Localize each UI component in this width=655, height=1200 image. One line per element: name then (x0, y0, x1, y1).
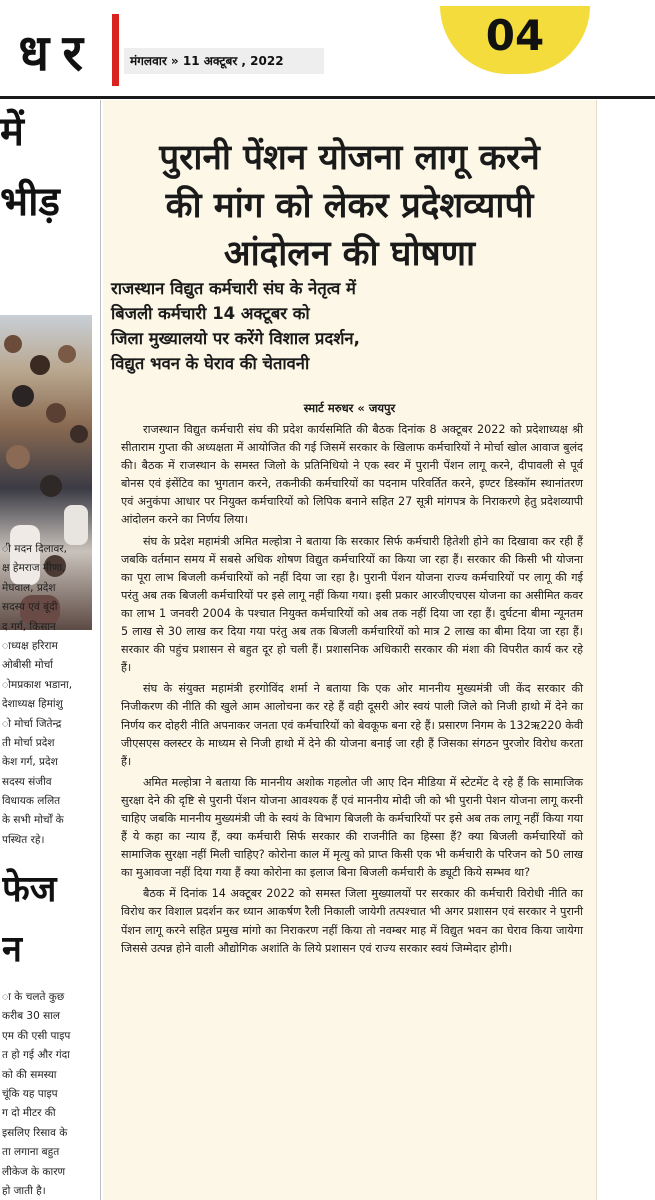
body-paragraph: अमित मल्होत्रा ने बताया कि माननीय अशोक गहलोत जी आए दिन मीडिया में स्टेटमेंट दे रहे हैं कि सामाजिक सुरक्षा देने की दृष्टि से पुरानी पेंशन योजना आवश्यक हैं एवं माननीय मोदी जी को भी पुरानी पेशन योजना लागू करनी चाहिए जबकि माननीय मुख्यमंत्री जी के स्वयं के विभाग बिजली के कर्मचारियों पर इसे अब तक लागू नहीं किया गया हैं ये कहा का न्याय हैं, क्या कर्मचारी सिर्फ सरकार की राजनीति का हिस्सा हैं? क्या बिजली कर्मचारियों को सामाजिक सुरक्षा नहीं मिली चाहिए? कोरोना काल में मृत्यु को प्राप्त किसी एक भी कर्मचारी के परिजन को 50 लाख का मुआवजा नहीं दिया गया हैं क्या कोरोना का इलाज बिना बिजली कर्मचारी के ड्यूटी किये सम्भव था? (121, 775, 583, 880)
article-body (121, 421, 583, 961)
body-paragraph: राजस्थान विद्युत कर्मचारी संघ की प्रदेश कार्यसमिति की बैठक दिनांक 8 अक्टूबर 2022 को प्रदेशाध्यक्ष श्री सीताराम गुप्ता की अध्यक्षता में आयोजित की गई जिसमें सरकार के खिलाफ कर्मचारियों ने मोर्चा खोल आवाज बुलंद की। बैठक में राजस्थान के समस्त जिलो के प्रतिनिधियो ने एक स्वर में पुरानी पेंशन लागू करने, दीपावली से पूर्व बोनस एवं इंसेंटिव का भुगतान करने, तकनीकी कर्मचारियों का पदनाम परिवर्तित करने, इण्टर डिस्कॉम स्थानांतरण एवं अनुकंपा आधार पर नियुक्त कर्मचारियों को लिपिक बनाने सहित 27 सूत्री मांगपत्र के निराकरणे हेतु प्रदेशव्यापी आंदोलन करने का निर्णय लिया। (121, 423, 583, 527)
neighbouring-text-line: चूंकि यह पाइप (2, 1087, 58, 1100)
neighbouring-text-line: केश गर्ग, प्रदेश (2, 756, 58, 769)
neighbouring-subhead-line: न (2, 929, 22, 970)
neighbouring-text-line: विधायक ललित (2, 795, 61, 808)
neighbouring-subhead-line: फेज (2, 869, 57, 910)
neighbouring-text-block-lower (2, 988, 94, 1200)
neighbouring-text-line: के सभी मोर्चों के (2, 814, 64, 827)
neighbouring-text-line: देशाध्यक्ष हिमांशु (2, 698, 63, 711)
neighbouring-text-line: ाध्यक्ष हरिराम (2, 639, 58, 652)
neighbouring-text-line: त हो गई और गंदा (2, 1049, 70, 1062)
neighbouring-text-line: सदस्य एवं बूंदी (2, 601, 58, 614)
article-byline: स्मार्ट मरुधर « जयपुर (303, 401, 396, 415)
page-edge-rule (596, 100, 597, 1200)
column-divider (100, 100, 101, 1200)
newspaper-brand-fragment: ध र (18, 24, 81, 82)
neighbouring-text-line: को की समस्या (2, 1068, 57, 1081)
neighbouring-text-line: ा के चलते कुछ (2, 991, 65, 1003)
body-paragraph: संघ के संयुक्त महामंत्री हरगोविंद शर्मा ने बताया कि एक ओर माननीय मुख्यमंत्री जी केंद सरकार की निजीकरण की नीति की खुले आम आलोचना कर रहे हैं वही दूसरी ओर स्वयं पाली जिले को निजी हाथो में देने का निर्णय कर दोहरी नीति अपनाकर जनता एवं कर्मचारियों को बेवकूफ बना रहे हैं। प्रसारण निगम के 132ऋ220 केवी जीएसएस क्लस्टर के माध्यम से निजी हाथो में देने की योजना बनाई जा रही हैं जिसका संगठन पुरजोर विरोध करता हैं। (121, 682, 583, 768)
neighbouring-text-line: पस्थित रहे। (2, 833, 45, 846)
headline-line: आंदोलन की घोषणा (223, 234, 476, 274)
page-number: 04 (485, 11, 545, 60)
main-article (103, 100, 596, 1200)
neighbouring-text-line: क्ष हेमराज मीणा, (2, 562, 66, 575)
neighbouring-text-line: सदस्य संजीव (2, 775, 52, 788)
neighbouring-text-line: लीकेज के कारण (2, 1165, 66, 1178)
neighbouring-text-line: इसलिए रिसाव के (2, 1126, 68, 1139)
neighbouring-headline-line: भीड़ (0, 179, 60, 225)
masthead-divider (0, 96, 655, 99)
neighbouring-text-line: ता लगाना बहुत (2, 1146, 60, 1159)
article-headline (103, 134, 596, 278)
neighbouring-headline-line: में (0, 109, 24, 155)
subheadline-line: बिजली कर्मचारी 14 अक्टूबर को (111, 304, 310, 323)
masthead (0, 0, 655, 100)
neighbouring-text-line: ी मदन दिलावर, (2, 543, 67, 555)
brand-accent-rule (112, 14, 119, 86)
neighbouring-text-line: ओबीसी मोर्चा (2, 659, 53, 672)
neighbouring-text-line: मेघवाल, प्रदेश (2, 581, 56, 594)
headline-line: पुरानी पेंशन योजना लागू करने (159, 138, 540, 178)
page-margin (596, 100, 655, 1200)
neighbouring-text-line: ती मोर्चा प्रदेश (2, 736, 55, 749)
subheadline-line: राजस्थान विद्युत कर्मचारी संघ के नेतृत्व में (111, 279, 356, 298)
neighbouring-article (0, 100, 97, 1200)
body-paragraph: संघ के प्रदेश महामंत्री अमित मल्होत्रा ने बताया कि सरकार सिर्फ कर्मचारी हितेशी होने का दिखावा कर रही हैं जबकि वर्तमान समय में सबसे अधिक शोषण विद्युत कर्मचारियों का किया जा रहा हैं। सरकार की किसी भी योजना का पूरा लाभ बिजली कर्मचारियों को नहीं दिया जा रहा है। पुरानी पेंशन योजना राज्य कर्मचारियों पर लागू की गई परंतु अब तक बिजली कर्मचारियों पर इसे लागू नहीं किया गया। इसी प्रकार आरजीएचएस योजना का असीमित कवर का लाभ 1 जनवरी 2004 के पश्चात नियुक्त कर्मचारियों को अब तक नहीं दिया जा रहा हैं। दुर्घटना बीमा न्यूनतम 5 लाख से 30 लाख कर दिया गया परंतु अब तक बिजली कर्मचारियों को मात्र 2 लाख का बीमा दिया जा रहा हैं। सरकार की पहुंच प्रशासन से बहुत दूर हो चली हैं। प्रशासनिक अधिकारी सरकार की मंशा की विपरीत कार्य कर रहे हैं। (121, 534, 583, 675)
neighbouring-text-line: एम की एसी पाइप (2, 1029, 71, 1042)
article-subheadline (111, 276, 596, 376)
neighbouring-text-line: करीब 30 साल (2, 1010, 61, 1023)
dateline: मंगलवार » 11 अक्टूबर , 2022 (124, 48, 324, 74)
subheadline-line: जिला मुख्यालयो पर करेंगे विशाल प्रदर्शन, (111, 329, 360, 348)
neighbouring-text-line: ो मोर्चा जितेन्द्र (2, 717, 62, 730)
body-paragraph: बैठक में दिनांक 14 अक्टूबर 2022 को समस्त जिला मुख्यालयों पर सरकार की कर्मचारी विरोधी नीति का विरोध कर विशाल प्रदर्शन कर ध्यान आकर्षण रैली निकाली जायेगी तत्पश्चात भी अगर प्रशासन एवं सरकार ने पुरानी पेंशन लागू करने सहित प्रमुख मांगो का निराकरण नहीं किया तो नवम्बर माह में विद्युत भवन का घेराव किया जायेगा जिससे उत्पन्न होने वाली औद्योगिक अशांति के लिये प्रशासन एवं राज्य सरकार स्वयं जिम्मेदार होगी। (121, 887, 583, 955)
headline-line: की मांग को लेकर प्रदेशव्यापी (165, 186, 534, 226)
neighbouring-text-line: ोमप्रकाश भडाना, (2, 678, 73, 691)
neighbouring-text-line: हो जाती है। (2, 1184, 46, 1197)
neighbouring-text-line: द गर्ग, किसान (2, 620, 56, 633)
neighbouring-text-line: ग दो मीटर की (2, 1107, 56, 1120)
subheadline-line: विद्युत भवन के घेराव की चेतावनी (111, 354, 310, 373)
neighbouring-text-block (2, 540, 94, 850)
